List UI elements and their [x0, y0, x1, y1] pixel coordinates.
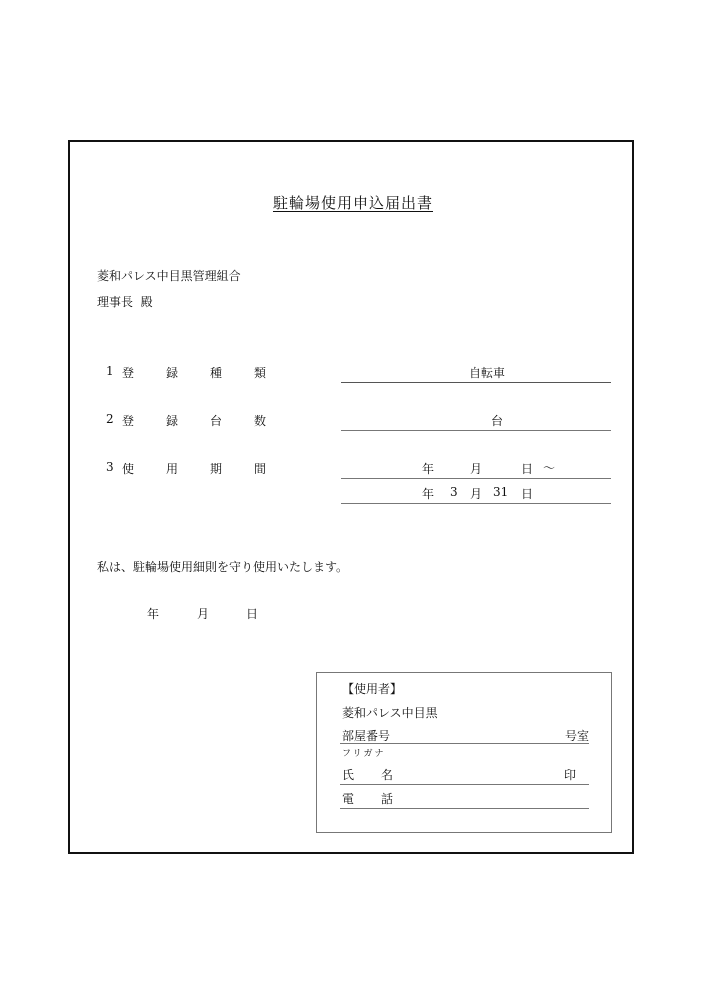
name-line: [340, 784, 589, 785]
period-end-month-number: 3: [450, 485, 458, 499]
item-label-char: 登: [122, 366, 135, 380]
room-number-label: 部屋番号: [342, 729, 391, 743]
period-start-line: [341, 478, 611, 479]
building-name: 菱和パレス中目黒: [342, 706, 438, 720]
item-label-char: 期: [210, 462, 223, 476]
period-start-year: 年: [422, 462, 435, 476]
form-title: 駐輪場使用申込届出書: [272, 194, 433, 212]
period-start-day: 日: [521, 462, 534, 476]
registration-count-line: [341, 430, 611, 431]
item-number: 2: [106, 412, 114, 426]
form-frame: [68, 140, 634, 854]
item-label-char: 台: [210, 414, 223, 428]
item-label-char: 類: [254, 366, 267, 380]
sign-date-day: 日: [246, 607, 259, 621]
period-end-day-number: 31: [493, 485, 509, 499]
item-number: 1: [106, 364, 114, 378]
registration-count-unit: 台: [491, 414, 504, 428]
phone-label-char: 電: [342, 792, 355, 806]
item-label-char: 種: [210, 366, 223, 380]
period-end-month: 月: [470, 487, 483, 501]
name-label-char: 氏: [342, 768, 355, 782]
item-label-char: 録: [166, 414, 179, 428]
item-label-char: 使: [122, 462, 135, 476]
phone-label-char: 話: [381, 792, 394, 806]
addressee-org: 菱和パレス中目黒管理組合: [97, 269, 241, 283]
period-end-line: [341, 503, 611, 504]
room-number-line: [340, 743, 589, 744]
item-label-char: 間: [254, 462, 267, 476]
registration-type-value: 自転車: [469, 366, 506, 380]
phone-line: [340, 808, 589, 809]
furigana-label: フリガナ: [342, 749, 386, 759]
item-number: 3: [106, 460, 114, 474]
item-label-char: 録: [166, 366, 179, 380]
period-start-month: 月: [470, 462, 483, 476]
declaration-text: 私は、駐輪場使用細則を守り使用いたします。: [97, 560, 349, 574]
period-end-day: 日: [521, 487, 534, 501]
room-number-suffix: 号室: [565, 729, 590, 743]
period-tilde: ～: [543, 461, 556, 475]
name-label-char: 名: [381, 768, 394, 782]
seal-mark: 印: [564, 768, 577, 782]
sign-date-month: 月: [197, 607, 210, 621]
user-info-box: [316, 672, 612, 833]
item-label-char: 登: [122, 414, 135, 428]
registration-type-line: [341, 382, 611, 383]
sign-date-year: 年: [147, 607, 160, 621]
addressee-recipient: 理事長 殿: [97, 295, 153, 309]
period-end-year: 年: [422, 487, 435, 501]
user-box-header: 【使用者】: [342, 682, 403, 696]
item-label-char: 数: [254, 414, 267, 428]
item-label-char: 用: [166, 462, 179, 476]
